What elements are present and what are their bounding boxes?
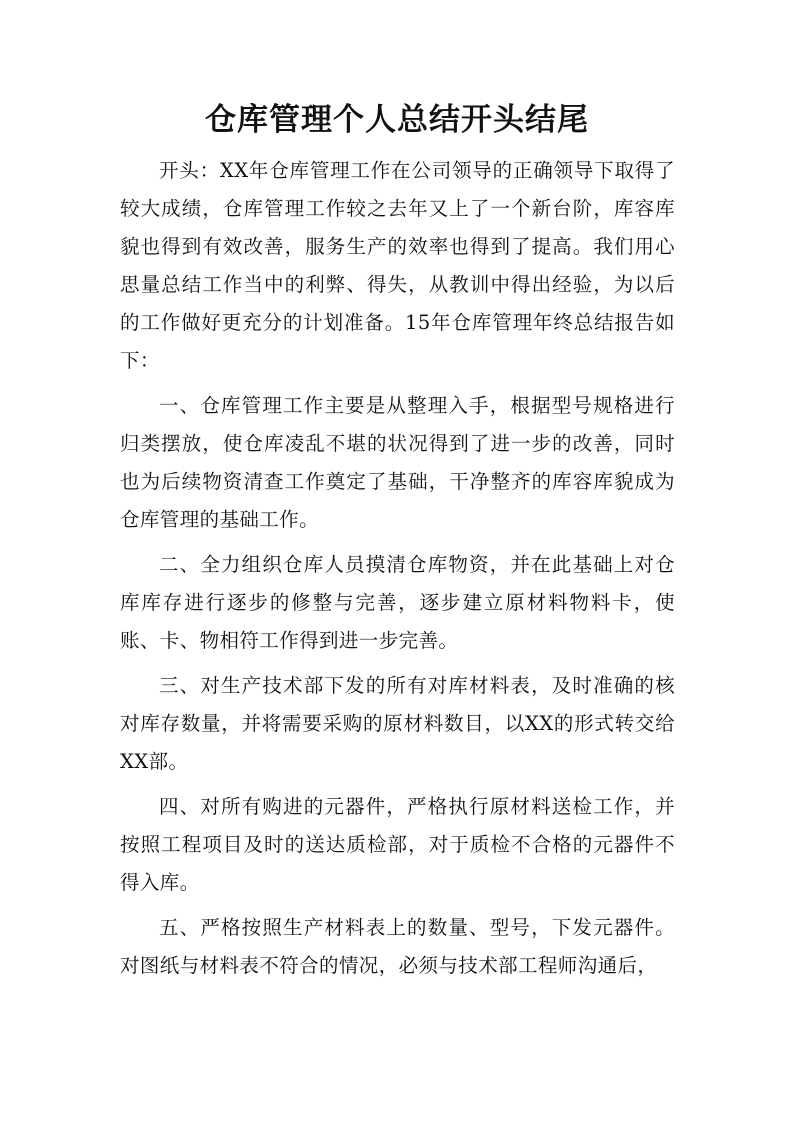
document-title: 仓库管理个人总结开头结尾 <box>205 102 589 138</box>
paragraph-item-3: 三、对生产技术部下发的所有对库材料表，及时准确的核对库存数量，并将需要采购的原材料数目，以XX的形式转交给XX部。 <box>120 674 675 773</box>
paragraph-item-4: 四、对所有购进的元器件，严格执行原材料送检工作，并按照工程项目及时的送达质检部，对于质检不合格的元器件不得入库。 <box>120 795 675 894</box>
paragraph-item-1: 一、仓库管理工作主要是从整理入手，根据型号规格进行归类摆放，使仓库凌乱不堪的状况得到了进一步的改善，同时也为后续物资清查工作奠定了基础，干净整齐的库容库貌成为仓库管理的基础工作。 <box>120 394 675 531</box>
paragraph-item-5: 五、严格按照生产材料表上的数量、型号，下发元器件。对图纸与材料表不符合的情况，必须与技术部工程师沟通后， <box>120 916 675 977</box>
paragraph-item-2: 二、全力组织仓库人员摸清仓库物资，并在此基础上对仓库库存进行逐步的修整与完善，逐步建立原材料物料卡，使账、卡、物相符工作得到进一步完善。 <box>120 553 675 652</box>
document-body <box>120 152 675 985</box>
paragraph-opening: 开头：XX年仓库管理工作在公司领导的正确领导下取得了较大成绩，仓库管理工作较之去年又上了一个新台阶，库容库貌也得到有效改善，服务生产的效率也得到了提高。我们用心思量总结工作当中的利弊、得失，从教训中得出经验，为以后的工作做好更充分的计划准备。15年仓库管理年终总结报告如下： <box>120 159 675 372</box>
